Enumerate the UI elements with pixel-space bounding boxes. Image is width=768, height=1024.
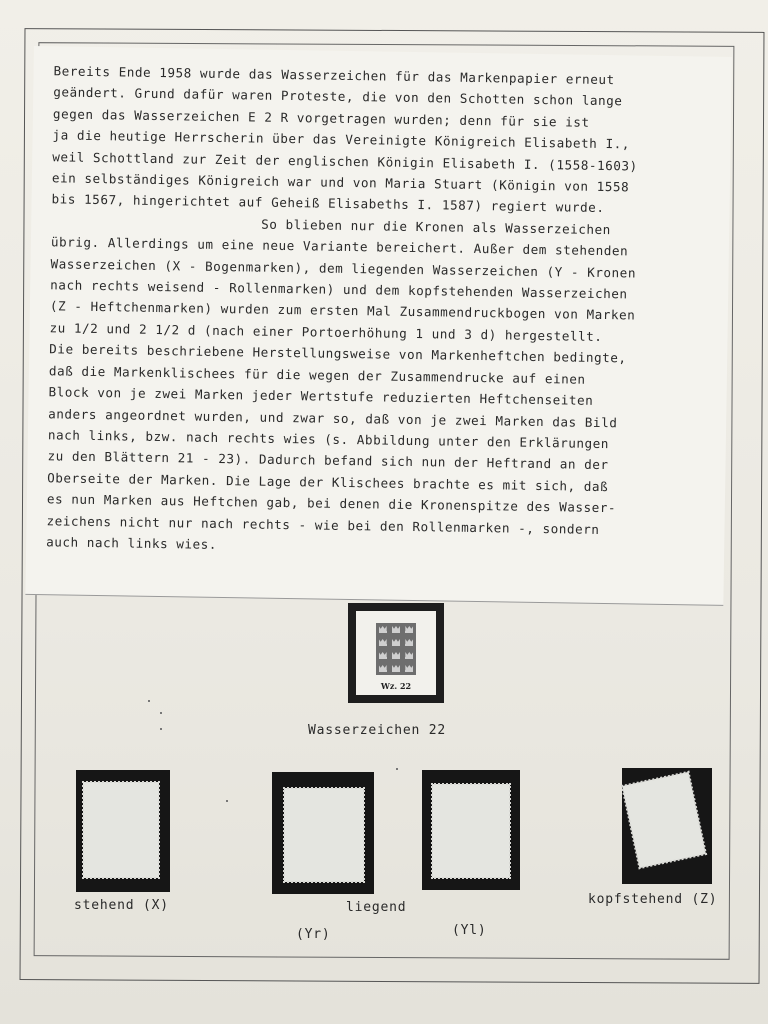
crown-icon bbox=[392, 639, 400, 646]
crown-icon bbox=[379, 652, 387, 659]
crown-icon bbox=[405, 652, 413, 659]
text-line: Oberseite der Marken. Die Lage der Klischees brachte es mit sich, daß bbox=[47, 469, 609, 494]
page-speck bbox=[148, 700, 150, 702]
text-line: daß die Markenklischees für die wegen der Zusammendrucke auf einen bbox=[48, 362, 586, 387]
text-line: Block von je zwei Marken jeder Wertstufe reduzierten Heftchenseiten bbox=[48, 384, 594, 408]
watermark-illustration bbox=[356, 611, 436, 695]
text-line: So blieben nur die Kronen als Wasserzeichen bbox=[261, 216, 611, 237]
text-line: ein selbständiges Königreich war und von Maria Stuart (Königin von 1558 bbox=[51, 170, 630, 195]
text-block bbox=[46, 60, 639, 561]
text-line: nach rechts weisend - Rollenmarken) und dem kopfstehenden Wasserzeichen bbox=[50, 277, 628, 302]
text-line: zu den Blättern 21 - 23). Dadurch befand sich nun der Heftrand an der bbox=[47, 448, 609, 473]
text-line: ja die heutige Herrscherin über das Vereinigte Königreich Elisabeth I., bbox=[52, 127, 631, 152]
text-line: Die bereits beschriebene Herstellungsweise von Markenheftchen bedingte, bbox=[49, 341, 627, 366]
crown-icon bbox=[379, 626, 387, 633]
watermark-caption: Wasserzeichen 22 bbox=[308, 723, 447, 738]
text-line: weil Schottland zur Zeit der englischen Königin Elisabeth I. (1558-1603) bbox=[52, 148, 638, 174]
crown-icon bbox=[392, 626, 400, 633]
text-line: übrig. Allerdings um eine neue Variante bereichert. Außer dem stehenden bbox=[50, 234, 629, 259]
stamp-mount-standing bbox=[76, 770, 170, 892]
crown-icon bbox=[405, 626, 413, 633]
text-line: zu 1/2 und 2 1/2 d (nach einer Portoerhöhung 1 und 3 d) hergestellt. bbox=[49, 320, 603, 344]
stamp-caption-standing: stehend (X) bbox=[74, 898, 169, 913]
text-line: bis 1567, hingerichtet auf Geheiß Elisabeths I. 1587) regiert wurde. bbox=[51, 191, 605, 216]
page-speck bbox=[160, 712, 162, 714]
crown-icon bbox=[392, 665, 400, 672]
text-line: auch nach links wies. bbox=[46, 534, 218, 552]
crown-icon bbox=[379, 639, 387, 646]
text-line: Bereits Ende 1958 wurde das Wasserzeichen für das Markenpapier erneut bbox=[53, 63, 615, 88]
text-line: nach links, bzw. nach rechts wies (s. Abbildung unter den Erklärungen bbox=[47, 427, 610, 451]
stamp-caption-lying-right: (Yr) bbox=[296, 927, 331, 942]
stamp-caption-inverted: kopfstehend (Z) bbox=[588, 892, 718, 907]
stamp-mount-inverted bbox=[622, 768, 712, 884]
stamp-standing bbox=[83, 782, 159, 878]
text-line: (Z - Heftchenmarken) wurden zum ersten Mal Zusammendruckbogen von Marken bbox=[49, 298, 636, 323]
crown-icon bbox=[405, 665, 413, 672]
crown-icon bbox=[392, 652, 400, 659]
stamp-mount-lying-right bbox=[272, 772, 374, 894]
stamp-lying-right bbox=[284, 788, 364, 882]
text-line: anders angeordnet wurden, und zwar so, daß von je zwei Marken das Bild bbox=[48, 405, 618, 430]
watermark-crown-pattern bbox=[376, 623, 416, 675]
text-line: zeichens nicht nur nach rechts - wie bei den Rollenmarken -, sondern bbox=[46, 512, 600, 537]
watermark-illustration-mount bbox=[348, 603, 444, 703]
watermark-label: Wz. 22 bbox=[380, 681, 412, 691]
stamp-inverted bbox=[622, 772, 706, 868]
crown-icon bbox=[405, 639, 413, 646]
stamp-caption-lying: liegend bbox=[346, 900, 407, 915]
stamp-mount-lying-left bbox=[422, 770, 520, 890]
text-line: gegen das Wasserzeichen E 2 R vorgetragen wurden; denn für sie ist bbox=[52, 106, 590, 130]
page-speck bbox=[226, 800, 228, 802]
text-line: geändert. Grund dafür waren Proteste, die von den Schotten schon lange bbox=[53, 84, 623, 109]
text-line: es nun Marken aus Heftchen gab, bei denen die Kronenspitze des Wasser- bbox=[46, 491, 617, 516]
stamp-lying-left bbox=[432, 784, 510, 878]
page-speck bbox=[160, 728, 162, 730]
page-speck bbox=[396, 768, 398, 770]
crown-icon bbox=[379, 665, 387, 672]
text-sheet bbox=[25, 46, 732, 606]
text-line: Wasserzeichen (X - Bogenmarken), dem liegenden Wasserzeichen (Y - Kronen bbox=[50, 255, 637, 281]
stamp-caption-lying-left: (Yl) bbox=[452, 923, 487, 938]
